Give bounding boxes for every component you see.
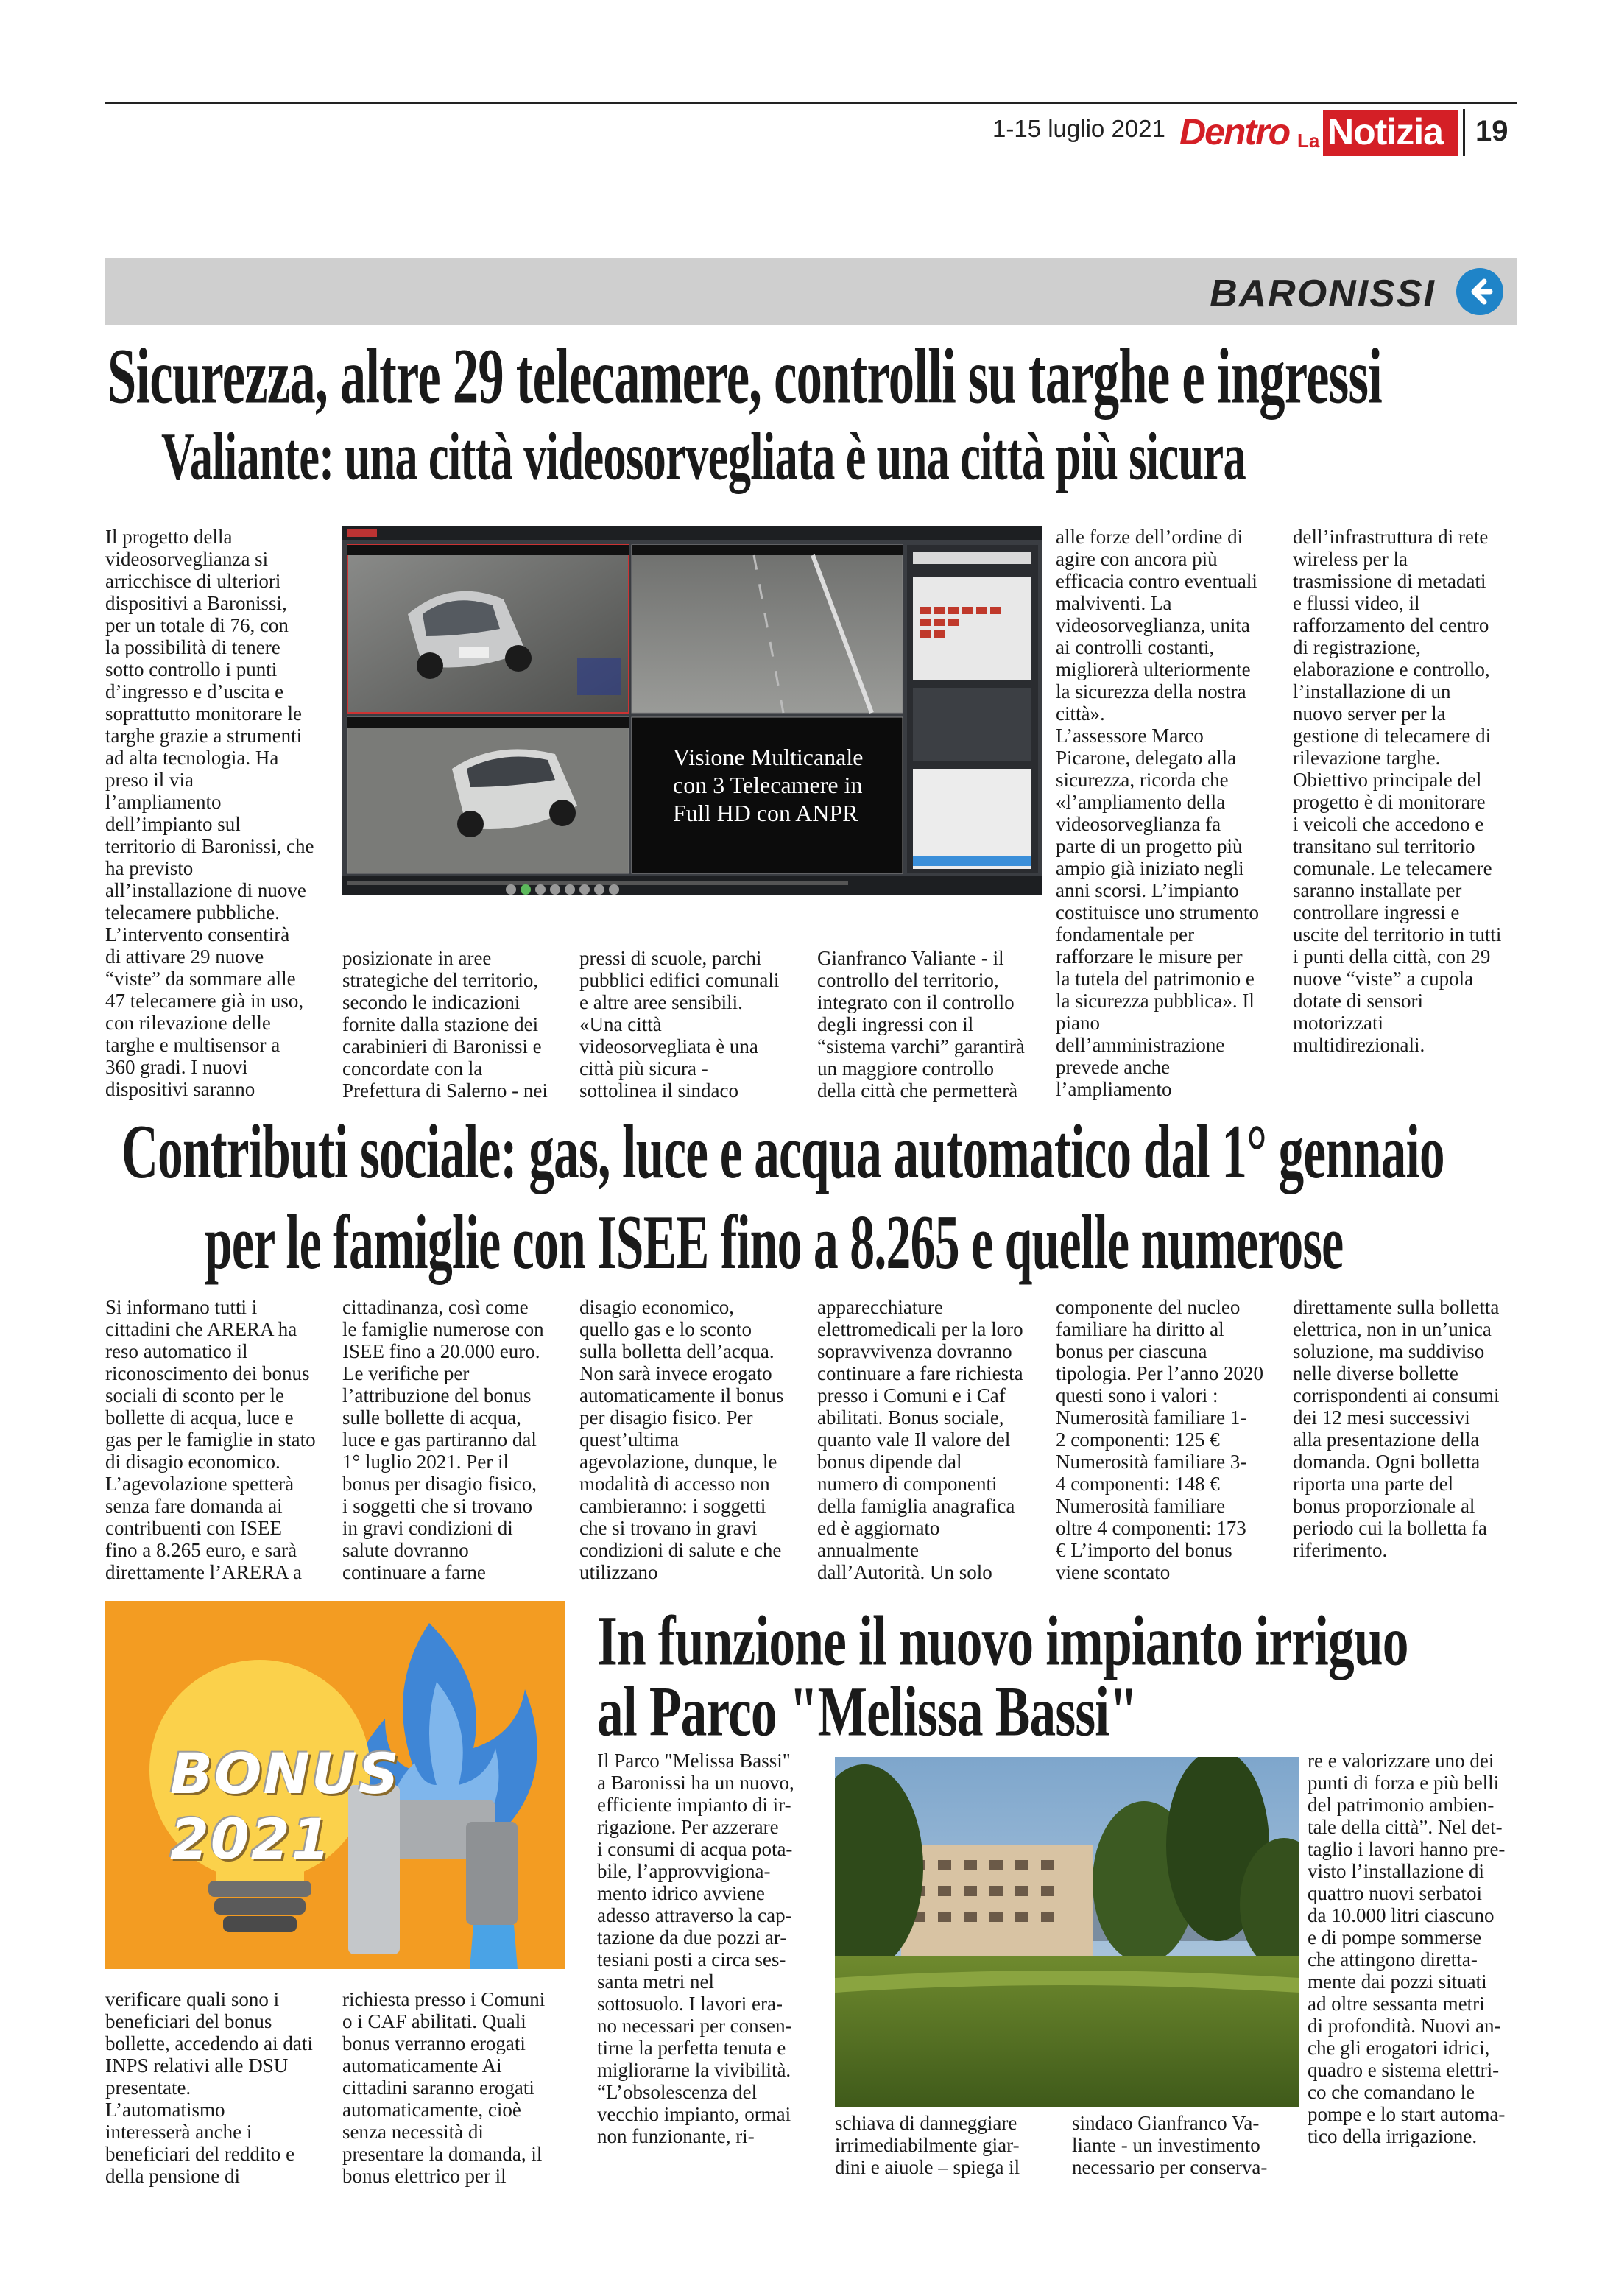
cctv-software-image xyxy=(342,526,1042,895)
article2-column-5: componente del nucleo familiare ha diritto al bonus per ciascuna tipologia. Per l’anno 2020 questi sono i valori : Numerosità familiare 1- 2 componenti: 125 € Numerosità familiare 3- 4 componenti: 148 € Numerosità familiare oltre 4 componenti: 173 € L’importo del bonus viene scontato xyxy=(1056,1296,1263,1583)
section-title: BARONISSI xyxy=(1210,272,1436,315)
article1-column-6: dell’infrastruttura di rete wireless per la trasmissione di metadati e flussi video, il rafforzamento del centro di registrazione, elaborazione e controllo, l’installazione di un nuovo server per la gestione di telecamere di rilevazione targhe. Obiettivo principale del progetto è di monitorare i veicoli che accedono e transitano sul territorio comunale. Le telecamere saranno installate per controllare ingressi e uscite del territorio in tutti i punti della città, con 29 nuove “viste” a cupola dotate di sensori motorizzati multidirezionali. xyxy=(1293,526,1502,1056)
arrow-left-icon[interactable] xyxy=(1456,268,1503,315)
article2-column-3: disagio economico, quello gas e lo sconto sulla bolletta dell’acqua. Non sarà invece erogato automaticamente il bonus per disagio fisico. Per quest’ultima agevolazione, dunque, le modalità di accesso non cambieranno: i soggetti che si trovano in gravi condizioni di salute e che utilizzano xyxy=(579,1296,784,1583)
article1-subheadline: Valiante: una città videosorvegliata è una città più sicura xyxy=(161,419,1246,495)
article3-headline-1: In funzione il nuovo impianto irriguo xyxy=(597,1601,1408,1680)
logo-dentro: Dentro xyxy=(1179,111,1290,152)
top-rule xyxy=(105,102,1517,104)
article2-column-8: richiesta presso i Comuni o i CAF abilitati. Quali bonus verranno erogati automaticamente Ai cittadini saranno erogati automaticamente, cioè senza necessità di presentare la domanda, il bonus elettrico per il xyxy=(342,1988,546,2187)
article3-column-2: schiava di danneggiare irrimediabilmente giar- dini e aiuole – spiega il xyxy=(835,2112,1020,2178)
article2-column-2: cittadinanza, così come le famiglie numerose con ISEE fino a 20.000 euro. Le verifiche per l’attribuzione del bonus sulle bollette di acqua, luce e gas partiranno dal 1° luglio 2021. Per il bonus per disagio fisico, i soggetti che si trovano in gravi condizioni di salute dovranno continuare a farne xyxy=(342,1296,544,1583)
header-divider xyxy=(1463,109,1465,156)
photo-caption-2: con 3 Telecamere in xyxy=(673,772,863,798)
page-number: 19 xyxy=(1475,115,1509,147)
article2-column-6: direttamente sulla bolletta elettrica, non in un’unica soluzione, ma suddiviso nelle diverse bollette corrispondenti ai consumi dei 12 mesi successivi alla presentazione della domanda. Ogni bolletta riporta una parte del bonus proporzionale al periodo cui la bolletta fa riferimento. xyxy=(1293,1296,1500,1561)
park-photo xyxy=(835,1757,1299,2107)
bonus-image-text: BONUS 2021 xyxy=(170,1741,401,1872)
article1-column-2: posizionate in aree strategiche del territorio, secondo le indicazioni fornite dalla stazione dei carabinieri di Baronissi e concordate con la Prefettura di Salerno - nei xyxy=(342,947,548,1102)
logo-notizia: Notizia xyxy=(1327,111,1443,152)
article1-headline: Sicurezza, altre 29 telecamere, controlli su targhe e ingressi xyxy=(107,331,1383,420)
article1-column-1: Il progetto della videosorveglianza si arricchisce di ulteriori dispositivi a Baronissi, per un totale di 76, con la possibilità di tenere sotto controllo i punti d’ingresso e d’uscita e soprattutto monitorare le targhe grazie a strumenti ad alta tecnologia. Ha preso il via l’ampliamento dell’impianto sul territorio di Baronissi, che ha previsto all’installazione di nuove telecamere pubbliche. L’intervento consentirà di attivare 29 nuove “viste” da sommare alle 47 telecamere già in uso, con rilevazione delle targhe e multisensor a 360 gradi. I nuovi dispositivi saranno xyxy=(105,526,314,1100)
issue-date: 1-15 luglio 2021 xyxy=(992,115,1165,142)
article2-column-4: apparecchiature elettromedicali per la loro sopravvivenza dovranno continuare a fare richiesta presso i Comuni e i Caf abilitati. Bonus sociale, quanto vale Il valore del bonus dipende dal numero di componenti della famiglia anagrafica ed è aggiornato annualmente dall’Autorità. Un solo xyxy=(817,1296,1023,1583)
photo-caption-1: Visione Multicanale xyxy=(673,744,864,770)
article3-column-4: re e valorizzare uno dei punti di forza e più belli del patrimonio ambien- tale della città”. Nel det- taglio i lavori hanno pre- visto l’installazione di quattro nuovi serbatoi da 10.000 litri ciascuno e di pompe sommerse che attingono diretta- mente dai pozzi situati ad oltre sessanta metri di profondità. Nuovi an- che gli erogatori idrici, quadro e sistema elettri- co che comandano le pompe e lo start automa- tico della irrigazione. xyxy=(1308,1750,1506,2147)
article1-photo xyxy=(342,526,1042,895)
article1-column-5: alle forze dell’ordine di agire con ancora più efficacia contro eventuali malviventi. La videosorveglianza, unita ai controlli costanti, migliorerà ulteriormente la sicurezza della nostra città». L’assessore Marco Picarone, delegato alla sicurezza, ricorda che «l’ampliamento della videosorveglianza fa parte di un progetto più ampio già iniziato negli anni scorsi. L’impianto costituisce uno strumento fondamentale per rafforzare le misure per la tutela del patrimonio e la sicurezza pubblica». Il piano dell’amministrazione prevede anche l’ampliamento xyxy=(1056,526,1259,1100)
article1-column-3: pressi di scuole, parchi pubblici edifici comunali e altre aree sensibili. «Una città videosorvegliata è una città più sicura - sottolinea il sindaco xyxy=(579,947,780,1102)
article2-column-1: Si informano tutti i cittadini che ARERA ha reso automatico il riconoscimento dei bonus sociali di sconto per le bollette di acqua, luce e gas per le famiglie in stato di disagio economico. L’agevolazione spetterà senza fare domanda ai contribuenti con ISEE fino a 8.265 euro, e sarà direttamente l’ARERA a xyxy=(105,1296,316,1583)
article3-column-1: Il Parco "Melissa Bassi" a Baronissi ha un nuovo, efficiente impianto di ir- rigazione. Per azzerare i consumi di acqua pota- bile, l’approvvigiona- mento idrico avviene adesso attraverso la cap- tazione da due pozzi ar- tesiani posti a circa ses- santa metri nel sottosuolo. I lavori era- no necessari per consen- tirne la perfetta tenuta e migliorarne la vivibilità. “L’obsolescenza del vecchio impianto, ormai non funzionante, ri- xyxy=(597,1750,794,2147)
logo-la: La xyxy=(1297,130,1320,152)
article2-headline-1: Contributi sociale: gas, luce e acqua automatico dal 1° gennaio xyxy=(121,1109,1444,1195)
article1-column-4: Gianfranco Valiante - il controllo del territorio, integrato con il controllo degli ingressi con il “sistema varchi” garantirà un maggiore controllo della città che permetterà xyxy=(817,947,1025,1102)
article3-column-3: sindaco Gianfranco Va- liante - un investimento necessario per conserva- xyxy=(1072,2112,1268,2178)
article2-column-7: verificare quali sono i beneficiari del bonus bollette, accedendo ai dati INPS relativi alle DSU presentate. L’automatismo interesserà anche i beneficiari del reddito e della pensione di xyxy=(105,1988,313,2187)
section-bar xyxy=(105,258,1517,325)
bonus-illustration xyxy=(105,1601,565,1969)
photo-caption-3: Full HD con ANPR xyxy=(673,800,858,826)
article2-headline-2: per le famiglie con ISEE fino a 8.265 e quelle numerose xyxy=(205,1200,1344,1286)
article3-headline-2: al Parco "Melissa Bassi" xyxy=(597,1672,1138,1751)
